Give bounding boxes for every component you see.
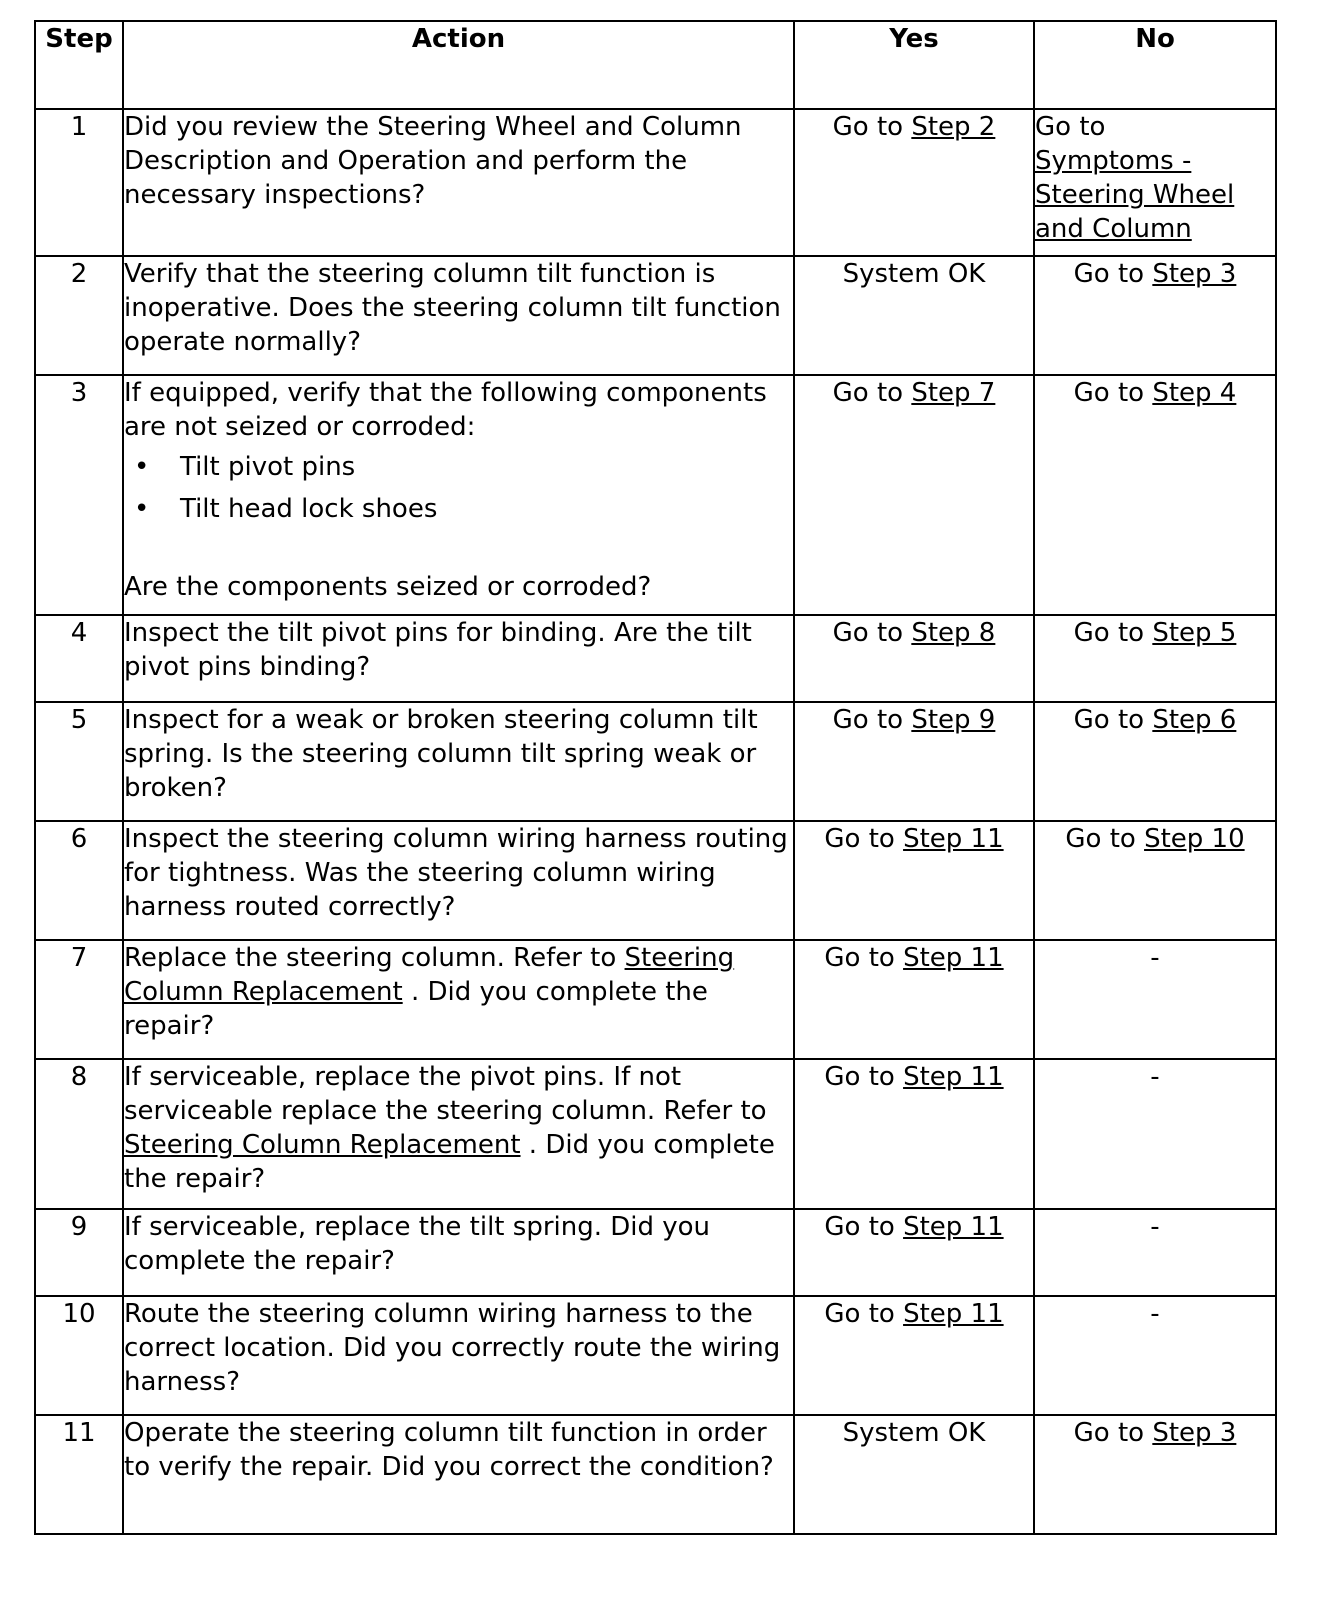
- step-number: 9: [35, 1209, 123, 1296]
- header-yes: Yes: [794, 21, 1034, 109]
- diagnostic-table: [34, 20, 1277, 1535]
- action-text: [123, 1059, 794, 1209]
- step-number: 5: [35, 702, 123, 821]
- no-prefix: Go to: [1073, 259, 1153, 289]
- action-text: If serviceable, replace the tilt spring. Did you complete the repair?: [123, 1209, 794, 1296]
- step-link[interactable]: Step 10: [1144, 824, 1245, 854]
- no-cell: [1034, 702, 1276, 821]
- yes-cell: [794, 375, 1034, 615]
- no-prefix: Go to: [1073, 618, 1153, 648]
- step-link[interactable]: Step 2: [911, 112, 996, 142]
- yes-prefix: Go to: [824, 1062, 904, 1092]
- action-post: . Did you complete the repair?: [124, 1130, 775, 1194]
- table-row: [35, 375, 1276, 615]
- step-number: 10: [35, 1296, 123, 1415]
- header-action: Action: [123, 21, 794, 109]
- yes-prefix: Go to: [824, 943, 904, 973]
- steering-column-replacement-link[interactable]: Steering Column Replacement: [124, 943, 735, 1007]
- header-step: Step: [35, 21, 123, 109]
- action-text: Inspect the steering column wiring harness routing for tightness. Was the steering column wiring harness routed correctly?: [123, 821, 794, 940]
- yes-prefix: Go to: [832, 618, 912, 648]
- no-prefix: Go to: [1065, 824, 1145, 854]
- yes-cell: System OK: [794, 1415, 1034, 1534]
- step-number: 2: [35, 256, 123, 375]
- step-link[interactable]: Step 11: [903, 824, 1004, 854]
- step-link[interactable]: Step 11: [903, 1062, 1004, 1092]
- step-link[interactable]: Step 7: [911, 378, 996, 408]
- yes-cell: [794, 109, 1034, 256]
- action-text: [123, 375, 794, 615]
- yes-prefix: Go to: [824, 824, 904, 854]
- table-row: [35, 1059, 1276, 1209]
- step-link[interactable]: Step 11: [903, 1299, 1004, 1329]
- action-pre: If serviceable, replace the pivot pins. If not serviceable replace the steering column. Refer to: [124, 1062, 767, 1126]
- header-row: [35, 21, 1276, 109]
- step-number: 8: [35, 1059, 123, 1209]
- no-cell: [1034, 375, 1276, 615]
- no-cell: -: [1034, 1296, 1276, 1415]
- no-cell: -: [1034, 1209, 1276, 1296]
- no-cell: [1034, 1415, 1276, 1534]
- action-text: Inspect for a weak or broken steering column tilt spring. Is the steering column tilt spring weak or broken?: [123, 702, 794, 821]
- action-post: . Did you complete the repair?: [124, 977, 708, 1041]
- yes-prefix: Go to: [832, 705, 912, 735]
- table-row: [35, 256, 1276, 375]
- yes-cell: [794, 1059, 1034, 1209]
- action-text: Route the steering column wiring harness to the correct location. Did you correctly route the wiring harness?: [123, 1296, 794, 1415]
- table-row: [35, 1209, 1276, 1296]
- no-cell: [1034, 109, 1276, 256]
- yes-prefix: Go to: [824, 1212, 904, 1242]
- step-link[interactable]: Step 6: [1152, 705, 1237, 735]
- table-row: [35, 1415, 1276, 1534]
- step-number: 4: [35, 615, 123, 702]
- table-row: [35, 615, 1276, 702]
- yes-cell: [794, 1296, 1034, 1415]
- action-pre: Replace the steering column. Refer to: [124, 943, 625, 973]
- list-item: • Tilt head lock shoes: [124, 492, 793, 526]
- step-link[interactable]: Step 3: [1152, 1418, 1237, 1448]
- step-number: 1: [35, 109, 123, 256]
- action-question: Are the components seized or corroded?: [124, 572, 652, 602]
- step-link[interactable]: Step 9: [911, 705, 996, 735]
- action-text: Inspect the tilt pivot pins for binding. Are the tilt pivot pins binding?: [123, 615, 794, 702]
- table-row: [35, 821, 1276, 940]
- no-cell: -: [1034, 1059, 1276, 1209]
- yes-cell: [794, 1209, 1034, 1296]
- action-text: Did you review the Steering Wheel and Column Description and Operation and perform the necessary inspections?: [123, 109, 794, 256]
- list-item: • Tilt pivot pins: [124, 450, 793, 484]
- step-link[interactable]: Step 5: [1152, 618, 1237, 648]
- yes-prefix: Go to: [832, 112, 912, 142]
- yes-prefix: Go to: [832, 378, 912, 408]
- no-cell: -: [1034, 940, 1276, 1059]
- header-no: No: [1034, 21, 1276, 109]
- action-text: [123, 940, 794, 1059]
- yes-cell: [794, 821, 1034, 940]
- yes-cell: [794, 702, 1034, 821]
- no-prefix: Go to: [1035, 112, 1106, 142]
- steering-column-replacement-link[interactable]: Steering Column Replacement: [124, 1130, 521, 1160]
- no-prefix: Go to: [1073, 1418, 1153, 1448]
- table-row: [35, 109, 1276, 256]
- no-cell: [1034, 615, 1276, 702]
- step-number: 11: [35, 1415, 123, 1534]
- step-number: 6: [35, 821, 123, 940]
- step-link[interactable]: Step 11: [903, 1212, 1004, 1242]
- component-list: [124, 450, 793, 526]
- table-row: [35, 940, 1276, 1059]
- step-number: 7: [35, 940, 123, 1059]
- step-link[interactable]: Step 8: [911, 618, 996, 648]
- yes-prefix: Go to: [824, 1299, 904, 1329]
- yes-cell: [794, 615, 1034, 702]
- action-intro: If equipped, verify that the following components are not seized or corroded:: [124, 378, 767, 442]
- step-link[interactable]: Step 3: [1152, 259, 1237, 289]
- yes-cell: [794, 940, 1034, 1059]
- action-text: Verify that the steering column tilt function is inoperative. Does the steering column tilt function operate normally?: [123, 256, 794, 375]
- yes-cell: System OK: [794, 256, 1034, 375]
- no-prefix: Go to: [1073, 705, 1153, 735]
- table-row: [35, 1296, 1276, 1415]
- no-prefix: Go to: [1073, 378, 1153, 408]
- action-text: Operate the steering column tilt function in order to verify the repair. Did you correct the condition?: [123, 1415, 794, 1534]
- no-cell: [1034, 821, 1276, 940]
- symptoms-link[interactable]: Symptoms - Steering Wheel and Column: [1035, 146, 1235, 244]
- step-number: 3: [35, 375, 123, 615]
- step-link[interactable]: Step 4: [1152, 378, 1237, 408]
- no-cell: [1034, 256, 1276, 375]
- step-link[interactable]: Step 11: [903, 943, 1004, 973]
- table-row: [35, 702, 1276, 821]
